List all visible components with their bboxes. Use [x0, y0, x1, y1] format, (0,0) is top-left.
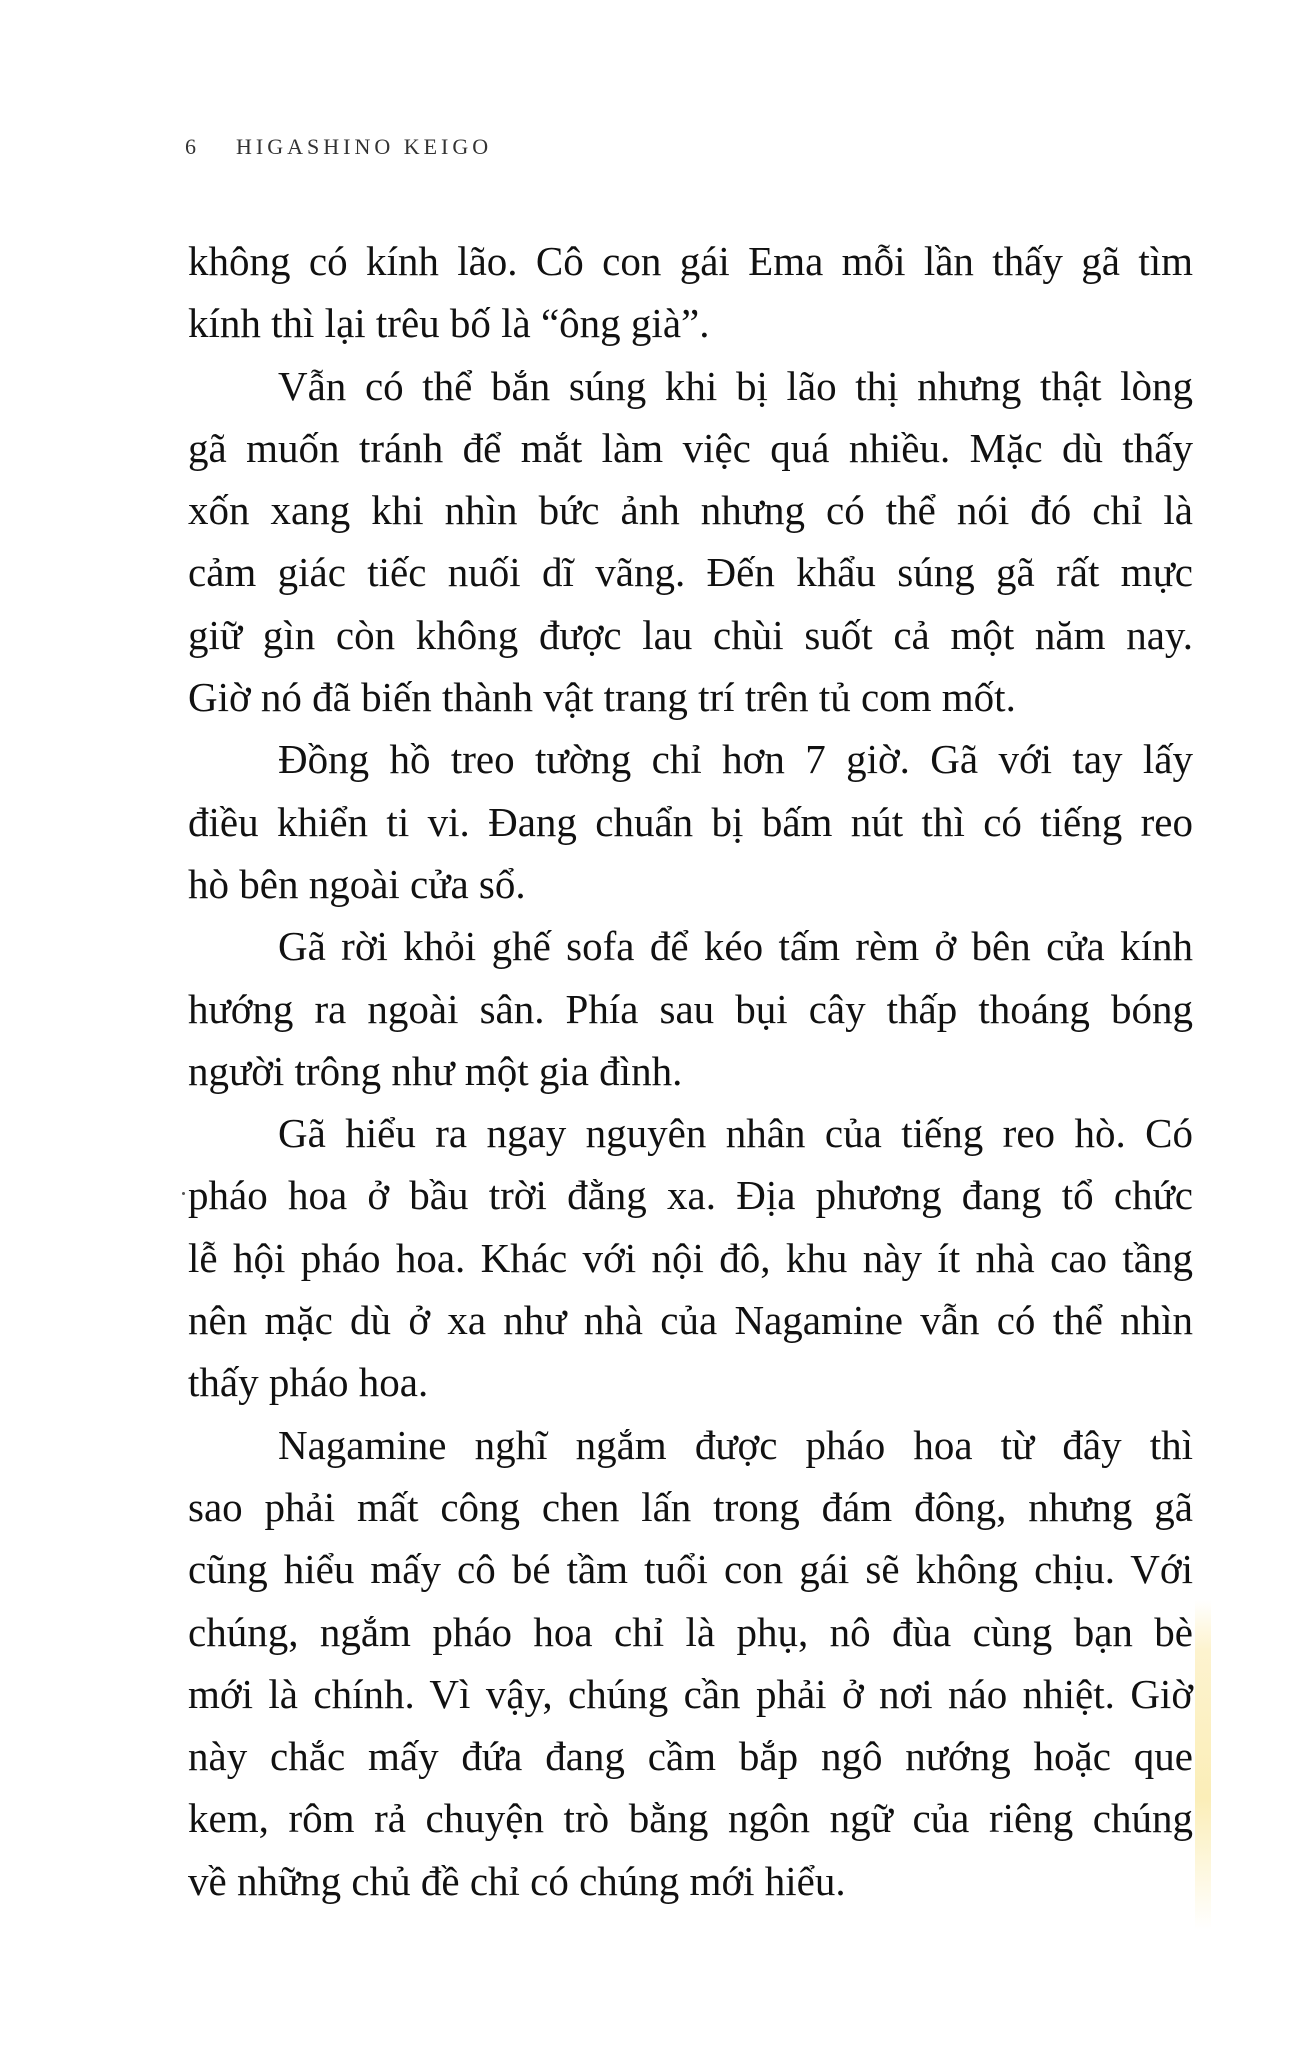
text-line: Giờ nó đã biến thành vật trang trí trên tủ com mốt. — [188, 674, 1016, 721]
running-title: HIGASHINO KEIGO — [236, 134, 493, 159]
text-line: hò bên ngoài cửa sổ. — [188, 860, 526, 907]
page-number: 6 — [185, 134, 196, 159]
text-line: cảm giác tiếc nuối dĩ vãng. Đến khẩu súng gã rất mực — [188, 549, 1193, 596]
body-text — [188, 230, 1193, 1912]
text-line: xốn xang khi nhìn bức ảnh nhưng có thể nói đó chỉ là — [188, 487, 1193, 534]
text-line: Đồng hồ treo tường chỉ hơn 7 giờ. Gã với tay lấy — [278, 736, 1193, 783]
print-speck — [182, 1192, 185, 1195]
text-line: giữ gìn còn không được lau chùi suốt cả một năm nay. — [188, 611, 1193, 658]
text-line: Gã rời khỏi ghế sofa để kéo tấm rèm ở bên cửa kính — [278, 923, 1193, 970]
text-line: không có kính lão. Cô con gái Ema mỗi lần thấy gã tìm — [188, 238, 1193, 284]
text-line: gã muốn tránh để mắt làm việc quá nhiều. Mặc dù thấy — [188, 424, 1193, 471]
text-line: Vẫn có thể bắn súng khi bị lão thị nhưng thật lòng — [278, 362, 1193, 409]
text-line: thấy pháo hoa. — [188, 1359, 429, 1406]
text-line: này chắc mấy đứa đang cầm bắp ngô nướng hoặc que — [188, 1733, 1193, 1780]
text-line: mới là chính. Vì vậy, chúng cần phải ở nơi náo nhiệt. Giờ — [188, 1670, 1193, 1717]
text-line: lễ hội pháo hoa. Khác với nội đô, khu này ít nhà cao tầng — [188, 1234, 1193, 1281]
text-line: cũng hiểu mấy cô bé tầm tuổi con gái sẽ không chịu. Với — [188, 1546, 1193, 1593]
text-line: Nagamine nghĩ ngắm được pháo hoa từ đây thì — [278, 1421, 1193, 1468]
text-line: nên mặc dù ở xa như nhà của Nagamine vẫn có thể nhìn — [188, 1297, 1193, 1344]
text-line: sao phải mất công chen lấn trong đám đông, nhưng gã — [188, 1483, 1193, 1530]
page-edge-tint — [1195, 1600, 1211, 1930]
text-line: Gã hiểu ra ngay nguyên nhân của tiếng reo hò. Có — [278, 1110, 1193, 1157]
text-line: pháo hoa ở bầu trời đằng xa. Địa phương đang tổ chức — [188, 1172, 1193, 1219]
text-line: kem, rôm rả chuyện trò bằng ngôn ngữ của riêng chúng — [188, 1795, 1193, 1842]
text-line: người trông như một gia đình. — [188, 1047, 683, 1094]
text-line: kính thì lại trêu bố là “ông già”. — [188, 300, 710, 347]
text-line: hướng ra ngoài sân. Phía sau bụi cây thấp thoáng bóng — [188, 985, 1193, 1032]
running-header — [185, 134, 492, 160]
text-line: chúng, ngắm pháo hoa chỉ là phụ, nô đùa cùng bạn bè — [188, 1608, 1193, 1655]
text-line: điều khiển ti vi. Đang chuẩn bị bấm nút thì có tiếng reo — [188, 798, 1193, 845]
text-line: về những chủ đề chỉ có chúng mới hiểu. — [188, 1857, 846, 1904]
